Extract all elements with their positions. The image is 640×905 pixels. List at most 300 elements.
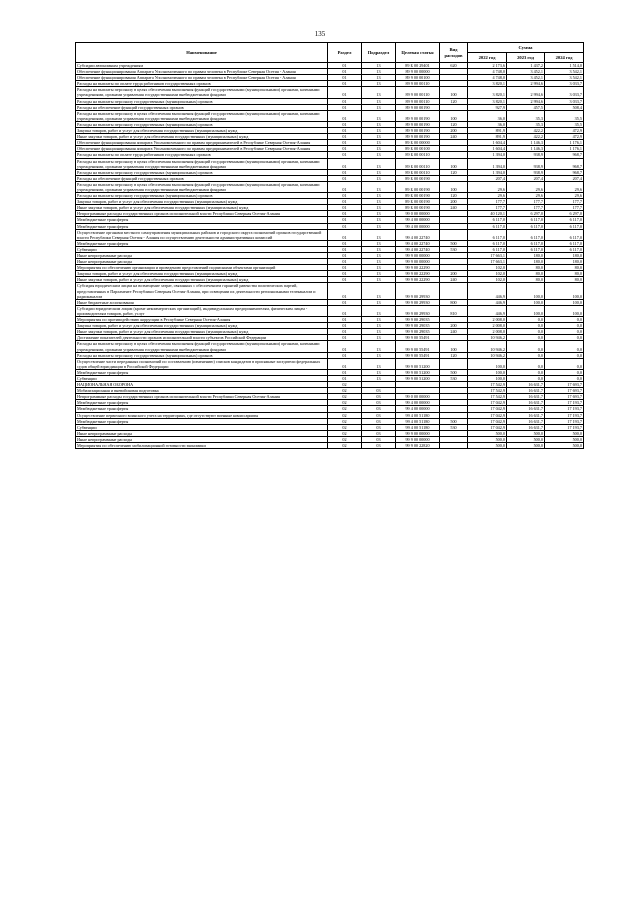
row-sum-2022: 17 542,9 (468, 394, 507, 400)
row-sum-2023: 16 631,7 (507, 388, 545, 394)
header-name: Наименование (76, 43, 328, 63)
row-name: Расходы на выплаты персоналу государственных (муниципальных) органов (76, 121, 328, 127)
row-sum-2022: 6 117,0 (468, 240, 507, 246)
table-row (76, 110, 584, 121)
row-subsection: 13 (362, 358, 396, 369)
row-sum-2022: 17 042,9 (468, 424, 507, 430)
row-sum-2023: 16 631,7 (507, 406, 545, 412)
row-expense-type: 530 (440, 246, 468, 252)
row-sum-2024: 207,4 (545, 175, 584, 181)
row-sum-2022: 10 946,2 (468, 341, 507, 352)
row-sum-2024: 3 033,7 (545, 98, 584, 104)
row-name: Расходы на выплаты персоналу в целях обеспечения выполнения функций государственными (муниципальными) органами, казенными учреждениями, органами управления государственными внебюджетными фондами (76, 110, 328, 121)
row-sum-2024: 3 033,7 (545, 81, 584, 87)
row-name: Расходы на выплаты персоналу государственных (муниципальных) органов (76, 193, 328, 199)
row-sum-2023: 1 146,3 (507, 146, 545, 152)
row-target-article: 89 Б 00 00190 (396, 193, 440, 199)
row-name: Расходы на выплаты по оплате труда работников государственных органов (76, 152, 328, 158)
row-name: Мероприятия по обеспечению мобилизационной готовности экономики (76, 443, 328, 449)
row-sum-2024: 80,0 (545, 277, 584, 283)
row-subsection: 13 (362, 240, 396, 246)
row-sum-2024: 6 117,0 (545, 223, 584, 229)
row-sum-2023: 16 631,7 (507, 400, 545, 406)
row-name: Расходы на выплаты персоналу государственных (муниципальных) органов (76, 98, 328, 104)
row-section: 01 (328, 128, 362, 134)
row-sum-2024: 1 176,1 (545, 140, 584, 146)
row-subsection: 13 (362, 63, 396, 69)
row-section: 01 (328, 317, 362, 323)
table-row (76, 158, 584, 169)
row-sum-2024: 968,7 (545, 158, 584, 169)
row-target-article: 89 9 00 00190 (396, 121, 440, 127)
row-sum-2022: 500,0 (468, 430, 507, 436)
row-name: Мероприятия по противодействию коррупции в Республике Северная Осетия-Алания (76, 317, 328, 323)
row-subsection: 13 (362, 69, 396, 75)
row-sum-2022: 2 173,6 (468, 63, 507, 69)
row-section: 02 (328, 443, 362, 449)
header-year-2022: 2022 год (468, 53, 507, 63)
row-subsection: 13 (362, 299, 396, 305)
row-target-article: 89 9 00 00110 (396, 87, 440, 98)
row-subsection: 03 (362, 430, 396, 436)
table-row (76, 358, 584, 369)
row-sum-2022: 6 117,0 (468, 217, 507, 223)
row-expense-type: 240 (440, 134, 468, 140)
row-sum-2022: 3 820,1 (468, 98, 507, 104)
row-section: 01 (328, 299, 362, 305)
table-row (76, 305, 584, 316)
row-expense-type: 500 (440, 369, 468, 375)
row-subsection: 13 (362, 259, 396, 265)
row-sum-2023: 0,0 (507, 341, 545, 352)
row-name: Закупка товаров, работ и услуг для обеспечения государственных (муниципальных) нужд (76, 199, 328, 205)
row-target-article: 99 9 00 51200 (396, 358, 440, 369)
row-sum-2023: 2 994,6 (507, 98, 545, 104)
row-sum-2023: 938,9 (507, 152, 545, 158)
row-subsection: 13 (362, 169, 396, 175)
row-target-article: 99 9 00 00000 (396, 253, 440, 259)
row-expense-type: 200 (440, 323, 468, 329)
row-sum-2022: 29,6 (468, 181, 507, 192)
row-subsection: 13 (362, 121, 396, 127)
row-sum-2022: 17 042,9 (468, 418, 507, 424)
row-sum-2022: 2 008,0 (468, 329, 507, 335)
row-sum-2023: 180,0 (507, 259, 545, 265)
row-sum-2022: 4 748,0 (468, 69, 507, 75)
row-section: 01 (328, 87, 362, 98)
row-sum-2023: 422,2 (507, 134, 545, 140)
page-number: 135 (314, 30, 326, 38)
row-subsection: 13 (362, 341, 396, 352)
row-target-article: 99 4 00 00000 (396, 217, 440, 223)
row-subsection: 13 (362, 265, 396, 271)
row-sum-2023: 1 437,2 (507, 63, 545, 69)
row-sum-2023: 938,9 (507, 169, 545, 175)
row-sum-2023: 500,0 (507, 443, 545, 449)
row-target-article: 99 9 00 22290 (396, 265, 440, 271)
row-name: Иные закупки товаров, работ и услуг для обеспечения государственных (муниципальных) нужд (76, 329, 328, 335)
header-year-2024: 2024 год (545, 53, 584, 63)
row-sum-2023: 80,0 (507, 277, 545, 283)
row-expense-type: 100 (440, 158, 468, 169)
row-name: Расходы на выплаты персоналу в целях обеспечения выполнения функций государственными (муниципальными) органами, казенными учреждениями, органами управления государственными внебюджетными фондами (76, 158, 328, 169)
row-sum-2024: 0,0 (545, 352, 584, 358)
row-section: 01 (328, 246, 362, 252)
row-expense-type: 200 (440, 199, 468, 205)
row-name: Расходы на выплаты персоналу в целях обеспечения выполнения функций государственными (муниципальными) органами, казенными учреждениями, органами управления государственными внебюджетными фондами (76, 87, 328, 98)
row-sum-2024: 0,0 (545, 341, 584, 352)
row-section: 01 (328, 211, 362, 217)
row-sum-2023: 6 117,0 (507, 240, 545, 246)
row-section: 01 (328, 375, 362, 381)
row-sum-2024: 6 297,0 (545, 211, 584, 217)
row-sum-2024: 3 542,1 (545, 75, 584, 81)
row-target-article: 99 9 00 22290 (396, 277, 440, 283)
row-subsection: 13 (362, 193, 396, 199)
row-target-article: 89 Б 00 00190 (396, 175, 440, 181)
row-subsection: 13 (362, 205, 396, 211)
row-target-article: 89 Б 00 00190 (396, 181, 440, 192)
row-sum-2023: 0,0 (507, 317, 545, 323)
row-subsection: 13 (362, 305, 396, 316)
row-name: Закупка товаров, работ и услуг для обеспечения государственных (муниципальных) нужд (76, 128, 328, 134)
row-name: Осуществление первичного воинского учета на территориях, где отсутствуют военные комиссариаты (76, 412, 328, 418)
row-section: 01 (328, 271, 362, 277)
row-target-article: 99 4 00 51180 (396, 418, 440, 424)
row-sum-2023: 6 117,0 (507, 223, 545, 229)
row-sum-2022: 36,0 (468, 110, 507, 121)
row-subsection: 13 (362, 181, 396, 192)
row-name: Межбюджетные трансферты (76, 369, 328, 375)
row-section: 01 (328, 110, 362, 121)
row-sum-2022: 36,0 (468, 121, 507, 127)
row-sum-2024: 100,0 (545, 283, 584, 299)
row-sum-2022: 17 663,1 (468, 259, 507, 265)
row-name: Иные закупки товаров, работ и услуг для обеспечения государственных (муниципальных) нужд (76, 277, 328, 283)
row-sum-2023: 16 631,7 (507, 382, 545, 388)
row-name: Непрограммные расходы государственных органов исполнительной власти Республики Северная Осетия-Алания (76, 394, 328, 400)
row-name: Расходы на обеспечение функций государственных органов (76, 104, 328, 110)
header-section: Раздел (328, 43, 362, 63)
row-sum-2024: 3 542,1 (545, 69, 584, 75)
row-sum-2023: 0,0 (507, 329, 545, 335)
row-section: 01 (328, 329, 362, 335)
row-sum-2024: 0,0 (545, 317, 584, 323)
row-name: Иные непрограммные расходы (76, 259, 328, 265)
row-target-article: 89 Б 00 00190 (396, 199, 440, 205)
row-sum-2022: 6 117,0 (468, 223, 507, 229)
row-section: 02 (328, 412, 362, 418)
row-subsection: 13 (362, 134, 396, 140)
row-sum-2022: 2 008,0 (468, 317, 507, 323)
row-sum-2022: 177,7 (468, 199, 507, 205)
row-section: 01 (328, 217, 362, 223)
row-sum-2024: 472,9 (545, 134, 584, 140)
row-target-article: 89 9 00 00000 (396, 69, 440, 75)
row-sum-2024: 6 117,0 (545, 240, 584, 246)
row-section: 02 (328, 430, 362, 436)
row-sum-2023: 1 146,3 (507, 140, 545, 146)
row-sum-2023: 207,4 (507, 175, 545, 181)
row-sum-2023: 500,0 (507, 430, 545, 436)
row-name: Закупка товаров, работ и услуг для обеспечения государственных (муниципальных) нужд (76, 271, 328, 277)
row-name: Иные бюджетные ассигнования (76, 299, 328, 305)
row-section: 01 (328, 352, 362, 358)
row-expense-type: 100 (440, 110, 468, 121)
row-target-article: 99 4 00 51180 (396, 412, 440, 418)
row-section: 01 (328, 158, 362, 169)
row-sum-2024: 29,6 (545, 181, 584, 192)
row-sum-2024: 508,4 (545, 104, 584, 110)
row-section: 02 (328, 400, 362, 406)
row-subsection: 03 (362, 412, 396, 418)
row-sum-2023: 80,0 (507, 271, 545, 277)
row-name: Расходы на выплаты персоналу государственных (муниципальных) органов (76, 169, 328, 175)
row-sum-2023: 2 994,6 (507, 87, 545, 98)
row-sum-2023: 16 631,7 (507, 418, 545, 424)
row-sum-2024: 1 176,1 (545, 146, 584, 152)
row-section: 02 (328, 382, 362, 388)
row-name: Субвенции (76, 424, 328, 430)
row-target-article: 89 Б 00 00110 (396, 169, 440, 175)
row-target-article: 99 9 00 55491 (396, 352, 440, 358)
row-target-article: 99 9 00 00000 (396, 430, 440, 436)
row-name: Обеспечение функционирования аппарата Уполномоченного по правам предпринимателей в Республике Северная Осетия-Алания (76, 146, 328, 152)
row-sum-2024: 0,0 (545, 323, 584, 329)
row-subsection: 13 (362, 352, 396, 358)
row-sum-2024: 35,5 (545, 110, 584, 121)
row-sum-2022: 500,0 (468, 436, 507, 442)
row-name: Иные непрограммные расходы (76, 253, 328, 259)
row-sum-2022: 446,9 (468, 283, 507, 299)
row-sum-2022: 927,9 (468, 104, 507, 110)
row-subsection: 13 (362, 140, 396, 146)
row-expense-type (440, 283, 468, 299)
row-name: Обеспечение функционирования Аппарата Уполномоченного по правам человека в Республике Северная Осетия - Алания (76, 75, 328, 81)
row-sum-2024: 968,7 (545, 169, 584, 175)
row-expense-type: 120 (440, 169, 468, 175)
row-section: 01 (328, 240, 362, 246)
row-target-article: 99 9 00 29035 (396, 323, 440, 329)
row-subsection: 13 (362, 217, 396, 223)
row-section: 01 (328, 175, 362, 181)
row-subsection: 03 (362, 406, 396, 412)
row-section: 01 (328, 358, 362, 369)
row-sum-2022: 446,9 (468, 305, 507, 316)
row-expense-type: 800 (440, 299, 468, 305)
row-target-article: 99 0 00 00000 (396, 211, 440, 217)
row-expense-type: 120 (440, 352, 468, 358)
row-subsection: 03 (362, 424, 396, 430)
row-target-article: 99 9 00 29930 (396, 305, 440, 316)
row-section: 01 (328, 134, 362, 140)
row-name: Межбюджетные трансферты (76, 223, 328, 229)
row-target-article: 89 Б 00 00110 (396, 158, 440, 169)
row-section: 01 (328, 104, 362, 110)
row-target-article: 89 9 00 00110 (396, 98, 440, 104)
row-sum-2022: 4 748,0 (468, 75, 507, 81)
row-expense-type: 100 (440, 181, 468, 192)
row-expense-type: 500 (440, 418, 468, 424)
row-section: 01 (328, 121, 362, 127)
row-section: 01 (328, 341, 362, 352)
row-sum-2024: 29,6 (545, 193, 584, 199)
row-expense-type: 200 (440, 128, 468, 134)
row-sum-2022: 17 663,1 (468, 253, 507, 259)
row-name: Субвенции (76, 246, 328, 252)
row-subsection: 13 (362, 277, 396, 283)
row-subsection: 13 (362, 98, 396, 104)
row-sum-2023: 457,5 (507, 104, 545, 110)
row-name: Осуществление части переданных полномочий по составлению (изменению) списков кандидатов в присяжные заседатели федеральных судов общей юрисдикции в Российской Федерации (76, 358, 328, 369)
row-sum-2023: 100,0 (507, 305, 545, 316)
row-name: Межбюджетные трансферты (76, 217, 328, 223)
row-sum-2022: 17 542,9 (468, 388, 507, 394)
row-expense-type (440, 443, 468, 449)
row-name: НАЦИОНАЛЬНАЯ ОБОРОНА (76, 382, 328, 388)
row-section: 01 (328, 69, 362, 75)
row-sum-2022: 100,0 (468, 375, 507, 381)
row-subsection: 13 (362, 199, 396, 205)
row-sum-2022: 10 946,2 (468, 335, 507, 341)
row-expense-type: 240 (440, 205, 468, 211)
row-subsection: 13 (362, 369, 396, 375)
row-target-article: 89 9 00 00100 (396, 75, 440, 81)
table-row (76, 341, 584, 352)
row-subsection: 13 (362, 110, 396, 121)
row-name: Обеспечение функционирования аппарата Уполномоченного по правам предпринимателей в Республике Северная Осетия-Алания (76, 140, 328, 146)
row-target-article: 89 Б 00 00100 (396, 146, 440, 152)
row-section: 01 (328, 323, 362, 329)
row-section: 01 (328, 152, 362, 158)
row-sum-2023: 29,6 (507, 181, 545, 192)
row-sum-2024: 17 193,7 (545, 400, 584, 406)
row-sum-2023: 6 117,0 (507, 229, 545, 240)
row-expense-type: 620 (440, 63, 468, 69)
row-section: 02 (328, 406, 362, 412)
row-subsection: 13 (362, 87, 396, 98)
header-year-2023: 2023 год (507, 53, 545, 63)
row-target-article: 99 9 00 22820 (396, 443, 440, 449)
row-sum-2024: 6 117,0 (545, 229, 584, 240)
row-target-article: 99 9 00 29930 (396, 299, 440, 305)
row-section: 01 (328, 146, 362, 152)
row-expense-type: 100 (440, 87, 468, 98)
row-name: Расходы на выплаты по оплате труда работников государственных органов (76, 81, 328, 87)
row-sum-2024: 35,5 (545, 121, 584, 127)
row-sum-2022: 29,6 (468, 193, 507, 199)
row-sum-2023: 938,9 (507, 158, 545, 169)
row-sum-2024: 500,0 (545, 436, 584, 442)
row-sum-2024: 0,0 (545, 375, 584, 381)
row-sum-2024: 472,9 (545, 128, 584, 134)
row-section: 01 (328, 369, 362, 375)
row-section: 01 (328, 199, 362, 205)
row-sum-2023: 0,0 (507, 335, 545, 341)
row-section: 01 (328, 205, 362, 211)
header-sum: Сумма (468, 43, 584, 53)
row-target-article: 99 0 00 00000 (396, 394, 440, 400)
row-sum-2023: 0,0 (507, 323, 545, 329)
row-name: Расходы на выплаты персоналу государственных (муниципальных) органов (76, 352, 328, 358)
row-section: 01 (328, 75, 362, 81)
row-subsection: 13 (362, 75, 396, 81)
row-expense-type: 120 (440, 121, 468, 127)
row-expense-type: 240 (440, 277, 468, 283)
row-section: 01 (328, 63, 362, 69)
row-name: Расходы на выплаты персоналу в целях обеспечения выполнения функций государственными (муниципальными) органами, казенными учреждениями, органами управления государственными внебюджетными фондами (76, 341, 328, 352)
row-target-article: 89 Б 00 29401 (396, 63, 440, 69)
row-subsection: 13 (362, 317, 396, 323)
row-name: Субсидия юридическим лицам на возмещение затрат, связанных с обеспечением гарантий равенства политических партий, представленных в Парламенте Республики Северная Осетия-Алания, при освещении их деятельности региональными телеканалом и радиоканалом (76, 283, 328, 299)
row-sum-2024: 100,0 (545, 305, 584, 316)
row-section: 01 (328, 265, 362, 271)
row-name: Иные закупки товаров, работ и услуг для обеспечения государственных (муниципальных) нужд (76, 134, 328, 140)
row-name: Межбюджетные трансферты (76, 400, 328, 406)
row-name: Обеспечение функционирования Аппарата Уполномоченного по правам человека в Республике Северная Осетия - Алания (76, 69, 328, 75)
row-section: 01 (328, 283, 362, 299)
row-target-article: 99 9 00 55491 (396, 335, 440, 341)
row-target-article: 99 9 00 51200 (396, 375, 440, 381)
row-sum-2024: 17 193,7 (545, 418, 584, 424)
row-target-article: 89 9 00 00190 (396, 110, 440, 121)
row-section: 01 (328, 81, 362, 87)
row-sum-2022: 100,0 (468, 358, 507, 369)
row-sum-2022: 177,7 (468, 205, 507, 211)
row-name: Межбюджетные трансферты (76, 418, 328, 424)
row-target-article: 99 9 00 29035 (396, 317, 440, 323)
row-subsection: 13 (362, 152, 396, 158)
row-sum-2022: 500,0 (468, 443, 507, 449)
row-sum-2023: 80,0 (507, 265, 545, 271)
row-sum-2022: 17 042,9 (468, 406, 507, 412)
row-sum-2024: 80,0 (545, 265, 584, 271)
row-section: 01 (328, 259, 362, 265)
table-row (76, 181, 584, 192)
row-target-article: 99 4 00 22740 (396, 229, 440, 240)
row-name: Иные непрограммные расходы (76, 430, 328, 436)
row-section: 01 (328, 169, 362, 175)
row-name: Межбюджетные трансферты (76, 240, 328, 246)
row-name: Мероприятия по обеспечению организации и проведению представлений подписными объектами организаций (76, 265, 328, 271)
row-expense-type (440, 229, 468, 240)
row-sum-2022: 891,9 (468, 128, 507, 134)
row-sum-2023: 35,3 (507, 121, 545, 127)
row-target-article: 89 Б 00 00000 (396, 140, 440, 146)
row-expense-type: 120 (440, 98, 468, 104)
row-subsection: 03 (362, 388, 396, 394)
table-row (76, 443, 584, 449)
row-target-article: 89 9 00 00110 (396, 81, 440, 87)
row-sum-2022: 1 394,0 (468, 158, 507, 169)
row-sum-2022: 207,4 (468, 175, 507, 181)
row-sum-2022: 17 042,9 (468, 412, 507, 418)
row-section: 01 (328, 98, 362, 104)
row-expense-type: 100 (440, 341, 468, 352)
row-expense-type: 120 (440, 193, 468, 199)
row-sum-2022: 100,0 (468, 369, 507, 375)
row-name: Закупка товаров, работ и услуг для обеспечения государственных (муниципальных) нужд (76, 323, 328, 329)
row-sum-2024: 3 033,7 (545, 87, 584, 98)
row-subsection: 03 (362, 418, 396, 424)
row-sum-2023: 2 994,6 (507, 81, 545, 87)
table-row (76, 229, 584, 240)
row-subsection: 13 (362, 211, 396, 217)
row-name: Расходы на выплаты персоналу в целях обеспечения выполнения функций государственными (муниципальными) органами, казенными учреждениями, органами управления государственными внебюджетными фондами (76, 181, 328, 192)
row-target-article: 99 4 00 22740 (396, 240, 440, 246)
row-section: 01 (328, 140, 362, 146)
row-sum-2022: 2 008,0 (468, 323, 507, 329)
